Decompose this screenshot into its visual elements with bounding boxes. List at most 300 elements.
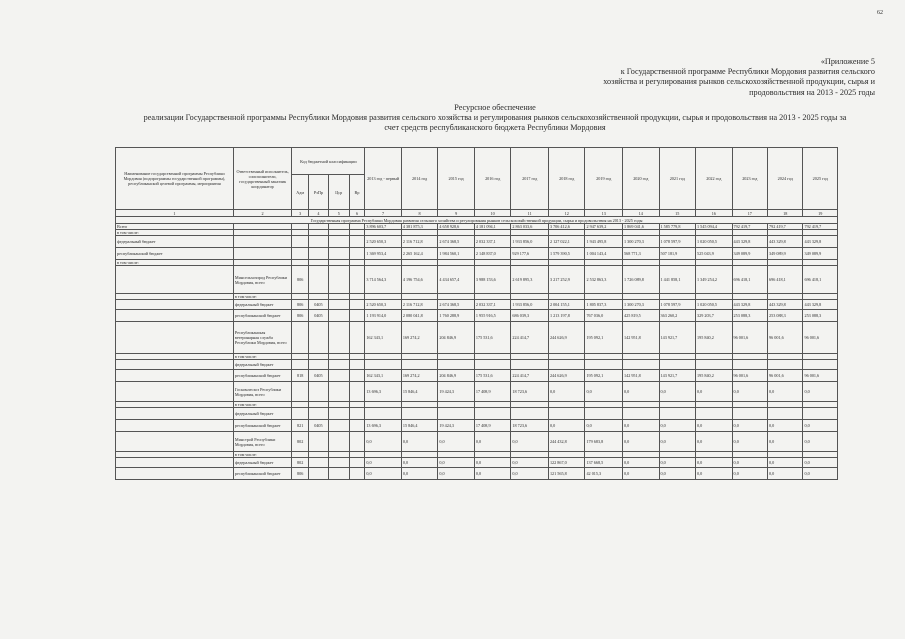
row-value-cell: 195 092,1 bbox=[585, 322, 623, 354]
row-value-cell: 1 300 270,3 bbox=[623, 236, 660, 248]
row-value-cell: 2 116 712,8 bbox=[401, 236, 438, 248]
row-value-cell: 0,0 bbox=[474, 458, 511, 468]
row-value-cell: 13 696,3 bbox=[365, 420, 402, 432]
program-title-row bbox=[116, 217, 838, 224]
row-value-cell: 96 001,6 bbox=[768, 322, 803, 354]
row-value-cell: 3 706 412,6 bbox=[548, 224, 585, 230]
row-csr-cell bbox=[328, 468, 349, 480]
column-number-cell: 8 bbox=[401, 210, 438, 217]
row-value-cell: 1 020 050,5 bbox=[696, 236, 733, 248]
row-value-cell: 96 001,6 bbox=[803, 322, 838, 354]
row-value-cell bbox=[474, 408, 511, 420]
row-value-cell bbox=[696, 360, 733, 370]
header-year-2025: 2025 год bbox=[803, 148, 838, 210]
row-value-cell: 1 579 390,5 bbox=[548, 248, 585, 260]
row-adm-cell: 806 bbox=[292, 300, 309, 310]
row-value-cell: 0,0 bbox=[696, 382, 733, 402]
row-value-cell: 1 805 837,3 bbox=[585, 300, 623, 310]
row-value-cell: 2 127 022,1 bbox=[548, 236, 585, 248]
header-executor: Ответственный исполнитель, соисполнители, государственный заказчик координатор bbox=[233, 148, 291, 210]
row-value-cell: 1 369 953,4 bbox=[365, 248, 402, 260]
row-value-cell: 0,0 bbox=[768, 458, 803, 468]
column-number-cell: 1 bbox=[116, 210, 234, 217]
row-value-cell: 1 943 495,8 bbox=[585, 236, 623, 248]
row-value-cell: 143 921,7 bbox=[659, 322, 696, 354]
row-value-cell: 1 004 143,4 bbox=[585, 248, 623, 260]
row-executor-cell: в том числе: bbox=[233, 402, 291, 408]
row-csr-cell bbox=[328, 236, 349, 248]
header-year-2014: 2014 год bbox=[401, 148, 438, 210]
row-value-cell: 425 819,5 bbox=[623, 310, 660, 322]
row-value-cell: 17 408,9 bbox=[474, 420, 511, 432]
row-executor-cell: Минстрой Республики Мордовия, всего bbox=[233, 432, 291, 452]
row-value-cell: 0,0 bbox=[659, 458, 696, 468]
row-rzpr-cell: 0405 bbox=[309, 310, 329, 322]
column-number-cell: 7 bbox=[365, 210, 402, 217]
row-value-cell: 2 520 650,3 bbox=[365, 300, 402, 310]
row-value-cell: 0,0 bbox=[365, 432, 402, 452]
row-name-cell bbox=[116, 300, 234, 310]
column-number-cell: 3 bbox=[292, 210, 309, 217]
row-value-cell: 3 217 252,9 bbox=[548, 266, 585, 294]
row-value-cell: 1 726 089,8 bbox=[623, 266, 660, 294]
row-value-cell: 696 418,1 bbox=[803, 266, 838, 294]
row-value-cell: 169 274,2 bbox=[401, 322, 438, 354]
row-vr-cell bbox=[349, 370, 365, 382]
row-value-cell: 767 036,0 bbox=[585, 310, 623, 322]
appendix-header bbox=[575, 57, 875, 98]
row-value-cell: 96 001,6 bbox=[732, 370, 767, 382]
row-adm-cell bbox=[292, 360, 309, 370]
row-value-cell: 19 424,3 bbox=[438, 382, 475, 402]
row-csr-cell bbox=[328, 300, 349, 310]
table-row bbox=[116, 408, 838, 420]
row-value-cell: 204 846,9 bbox=[438, 322, 475, 354]
header-name: Наименование государственной программы Республики Мордовия (подпрограммы государственной программы), республиканской целевой программы, мероприятия bbox=[116, 148, 234, 210]
row-value-cell: 4 196 754,6 bbox=[401, 266, 438, 294]
row-value-cell: 0,0 bbox=[732, 420, 767, 432]
page-number: 62 bbox=[877, 10, 883, 16]
table-body bbox=[116, 148, 838, 480]
row-value-cell: 0,0 bbox=[696, 420, 733, 432]
row-vr-cell bbox=[349, 248, 365, 260]
table-row bbox=[116, 236, 838, 248]
row-value-cell: 162 343,1 bbox=[365, 370, 402, 382]
row-value-cell: 363 260,2 bbox=[659, 310, 696, 322]
row-value-cell: 244 432,8 bbox=[548, 432, 585, 452]
column-number-cell: 16 bbox=[696, 210, 733, 217]
row-name-cell bbox=[116, 420, 234, 432]
row-value-cell: 2 674 368,5 bbox=[438, 236, 475, 248]
row-value-cell: 4 381 875,3 bbox=[401, 224, 438, 230]
row-executor-cell: Минсельхозпрод Республики Мордовия, всего bbox=[233, 266, 291, 294]
row-value-cell: 0,0 bbox=[696, 432, 733, 452]
row-vr-cell bbox=[349, 408, 365, 420]
row-executor-cell: республиканский бюджет bbox=[233, 468, 291, 480]
row-value-cell: 0,0 bbox=[548, 382, 585, 402]
row-rzpr-cell bbox=[309, 248, 329, 260]
row-value-cell: 0,0 bbox=[659, 468, 696, 480]
table-row bbox=[116, 432, 838, 452]
row-vr-cell bbox=[349, 468, 365, 480]
row-name-cell: в том числе: bbox=[116, 230, 234, 236]
row-value-cell: 0,0 bbox=[623, 458, 660, 468]
header-year-2020: 2020 год bbox=[623, 148, 660, 210]
row-value-cell: 443 329,8 bbox=[732, 300, 767, 310]
row-value-cell: 0,0 bbox=[696, 458, 733, 468]
column-number-cell: 6 bbox=[349, 210, 365, 217]
row-value-cell: 0,0 bbox=[732, 458, 767, 468]
row-value-cell: 507 181,9 bbox=[659, 248, 696, 260]
row-value-cell: 1 300 270,3 bbox=[623, 300, 660, 310]
row-value-cell: 1 078 597,9 bbox=[659, 300, 696, 310]
row-value-cell: 143 921,7 bbox=[659, 370, 696, 382]
row-value-cell: 162 343,1 bbox=[365, 322, 402, 354]
row-name-cell bbox=[116, 310, 234, 322]
row-value-cell: 2 863 033,6 bbox=[511, 224, 549, 230]
row-name-cell: Всего bbox=[116, 224, 234, 230]
appendix-line-4: продовольствия на 2013 - 2025 годы bbox=[749, 87, 875, 97]
row-value-cell: 0,0 bbox=[474, 432, 511, 452]
row-value-cell: 142 951,8 bbox=[623, 370, 660, 382]
row-value-cell: 96 001,6 bbox=[732, 322, 767, 354]
row-value-cell: 3 988 153,6 bbox=[474, 266, 511, 294]
row-vr-cell bbox=[349, 432, 365, 452]
row-csr-cell bbox=[328, 310, 349, 322]
row-csr-cell bbox=[328, 420, 349, 432]
program-title: Государственная программа Республики Мордовия развития сельского хозяйства и регулирования рынков сельскохозяйственной продукции, сырья и продовольствия на 2013 - 2025 годы bbox=[116, 217, 838, 224]
row-csr-cell bbox=[328, 370, 349, 382]
row-adm-cell bbox=[292, 322, 309, 354]
row-csr-cell bbox=[328, 248, 349, 260]
row-adm-cell bbox=[292, 408, 309, 420]
row-value-cell bbox=[365, 360, 402, 370]
row-name-cell bbox=[116, 468, 234, 480]
row-value-cell: 443 329,8 bbox=[768, 300, 803, 310]
row-value-cell: 696 418,1 bbox=[732, 266, 767, 294]
row-value-cell: 179 683,8 bbox=[585, 432, 623, 452]
row-value-cell bbox=[365, 408, 402, 420]
row-value-cell bbox=[511, 408, 549, 420]
row-value-cell: 0,0 bbox=[732, 382, 767, 402]
column-number-cell: 10 bbox=[474, 210, 511, 217]
row-value-cell bbox=[659, 360, 696, 370]
row-executor-cell: в том числе: bbox=[233, 354, 291, 360]
row-value-cell: 253 088,3 bbox=[732, 310, 767, 322]
row-value-cell bbox=[585, 360, 623, 370]
header-year-2016: 2016 год bbox=[474, 148, 511, 210]
row-name-cell bbox=[116, 432, 234, 452]
row-value-cell: 0,0 bbox=[511, 458, 549, 468]
row-value-cell bbox=[511, 360, 549, 370]
row-value-cell: 0,0 bbox=[768, 420, 803, 432]
row-value-cell: 13 696,3 bbox=[365, 382, 402, 402]
row-vr-cell bbox=[349, 300, 365, 310]
row-adm-cell: 802 bbox=[292, 458, 309, 468]
row-value-cell: 2 148 837,0 bbox=[474, 248, 511, 260]
row-value-cell: 17 408,9 bbox=[474, 382, 511, 402]
row-value-cell: 3 714 564,3 bbox=[365, 266, 402, 294]
row-value-cell: 0,0 bbox=[623, 420, 660, 432]
table-row bbox=[116, 370, 838, 382]
row-vr-cell bbox=[349, 322, 365, 354]
row-adm-cell: 806 bbox=[292, 310, 309, 322]
row-value-cell bbox=[548, 360, 585, 370]
row-value-cell: 0,0 bbox=[732, 468, 767, 480]
row-value-cell: 224 414,7 bbox=[511, 322, 549, 354]
row-value-cell: 142 951,8 bbox=[623, 322, 660, 354]
row-value-cell: 929 177,6 bbox=[511, 248, 549, 260]
row-executor-cell: республиканский бюджет bbox=[233, 420, 291, 432]
table-row bbox=[116, 468, 838, 480]
row-value-cell: 244 626,9 bbox=[548, 370, 585, 382]
row-value-cell: 349 089,9 bbox=[732, 248, 767, 260]
row-adm-cell: 818 bbox=[292, 370, 309, 382]
row-csr-cell bbox=[328, 458, 349, 468]
row-name-cell: в том числе: bbox=[116, 260, 234, 266]
row-value-cell: 1 933 856,0 bbox=[511, 236, 549, 248]
row-vr-cell bbox=[349, 360, 365, 370]
row-name-cell bbox=[116, 370, 234, 382]
row-value-cell bbox=[438, 360, 475, 370]
row-vr-cell bbox=[349, 382, 365, 402]
row-value-cell: 0,0 bbox=[803, 420, 838, 432]
row-csr-cell bbox=[328, 408, 349, 420]
row-value-cell: 169 274,2 bbox=[401, 370, 438, 382]
column-number-cell: 13 bbox=[585, 210, 623, 217]
column-number-cell: 5 bbox=[328, 210, 349, 217]
row-value-cell: 1 955 916,5 bbox=[474, 310, 511, 322]
row-adm-cell: 821 bbox=[292, 420, 309, 432]
row-value-cell: 1 193 914,0 bbox=[365, 310, 402, 322]
row-executor-cell: федеральный бюджет bbox=[233, 408, 291, 420]
header-code-vr: Вр bbox=[349, 175, 365, 210]
header-code-group: Код бюджетной классификации bbox=[292, 148, 365, 175]
row-value-cell: 2 532 863,3 bbox=[585, 266, 623, 294]
header-year-2017: 2017 год bbox=[511, 148, 549, 210]
row-value-cell: 0,0 bbox=[438, 468, 475, 480]
row-csr-cell bbox=[328, 382, 349, 402]
row-executor-cell: федеральный бюджет bbox=[233, 360, 291, 370]
row-value-cell bbox=[585, 408, 623, 420]
row-executor-cell: федеральный бюджет bbox=[233, 300, 291, 310]
row-value-cell: 2 004 155,1 bbox=[548, 300, 585, 310]
row-value-cell: 0,0 bbox=[438, 432, 475, 452]
row-name-cell bbox=[116, 458, 234, 468]
row-value-cell: 18 723,6 bbox=[511, 420, 549, 432]
row-value-cell bbox=[803, 360, 838, 370]
row-rzpr-cell bbox=[309, 408, 329, 420]
row-value-cell: 2 619 895,3 bbox=[511, 266, 549, 294]
row-value-cell: 792 419,7 bbox=[803, 224, 838, 230]
row-value-cell bbox=[623, 360, 660, 370]
row-value-cell: 0,0 bbox=[401, 458, 438, 468]
row-value-cell: 0,0 bbox=[659, 420, 696, 432]
row-adm-cell bbox=[292, 382, 309, 402]
row-value-cell: 1 760 288,9 bbox=[438, 310, 475, 322]
row-value-cell: 0,0 bbox=[585, 420, 623, 432]
row-value-cell: 792 419,7 bbox=[768, 224, 803, 230]
row-value-cell: 2 080 041,8 bbox=[401, 310, 438, 322]
row-executor-cell: Госкомлесхоз Республики Мордовия, всего bbox=[233, 382, 291, 402]
table-row bbox=[116, 310, 838, 322]
row-name-cell bbox=[116, 322, 234, 354]
row-value-cell: 175 531,6 bbox=[474, 322, 511, 354]
row-value-cell: 195 840,2 bbox=[696, 370, 733, 382]
row-value-cell: 0,0 bbox=[623, 432, 660, 452]
row-value-cell bbox=[438, 408, 475, 420]
appendix-line-3: хозяйства и регулирования рынков сельскохозяйственной продукции, сырья и bbox=[603, 77, 875, 87]
row-value-cell: 15 846,4 bbox=[401, 382, 438, 402]
table-row bbox=[116, 248, 838, 260]
row-value-cell: 0,0 bbox=[401, 432, 438, 452]
row-value-cell: 1 869 041,6 bbox=[623, 224, 660, 230]
row-rzpr-cell bbox=[309, 322, 329, 354]
row-rzpr-cell bbox=[309, 458, 329, 468]
row-vr-cell bbox=[349, 236, 365, 248]
row-value-cell: 2 674 368,5 bbox=[438, 300, 475, 310]
row-value-cell: 96 001,6 bbox=[768, 370, 803, 382]
row-value-cell bbox=[548, 408, 585, 420]
row-rzpr-cell: 0405 bbox=[309, 300, 329, 310]
column-number-cell: 14 bbox=[623, 210, 660, 217]
row-value-cell: 175 531,6 bbox=[474, 370, 511, 382]
row-value-cell: 1 933 856,0 bbox=[511, 300, 549, 310]
row-value-cell: 1 078 597,9 bbox=[659, 236, 696, 248]
header-year-2013: 2013 год - первый bbox=[365, 148, 402, 210]
row-name-cell bbox=[116, 266, 234, 294]
row-value-cell: 1 984 560,1 bbox=[438, 248, 475, 260]
row-value-cell: 18 723,6 bbox=[511, 382, 549, 402]
column-number-cell: 9 bbox=[438, 210, 475, 217]
row-value-cell: 96 001,6 bbox=[803, 370, 838, 382]
row-value-cell: 0,0 bbox=[659, 432, 696, 452]
row-value-cell: 0,0 bbox=[732, 432, 767, 452]
row-rzpr-cell: 0405 bbox=[309, 370, 329, 382]
row-name-cell bbox=[116, 360, 234, 370]
table-row bbox=[116, 360, 838, 370]
row-rzpr-cell bbox=[309, 360, 329, 370]
row-value-cell: 696 418,1 bbox=[768, 266, 803, 294]
row-rzpr-cell bbox=[309, 236, 329, 248]
table-row bbox=[116, 458, 838, 468]
row-value-cell: 0,0 bbox=[659, 382, 696, 402]
row-value-cell bbox=[803, 408, 838, 420]
row-adm-cell: 802 bbox=[292, 432, 309, 452]
row-value-cell: 329 203,7 bbox=[696, 310, 733, 322]
row-value-cell: 4 181 094,1 bbox=[474, 224, 511, 230]
column-number-cell: 19 bbox=[803, 210, 838, 217]
row-vr-cell bbox=[349, 420, 365, 432]
row-executor-cell: в том числе: bbox=[233, 294, 291, 300]
column-number-cell: 11 bbox=[511, 210, 549, 217]
row-value-cell: 0,0 bbox=[768, 432, 803, 452]
row-value-cell: 0,0 bbox=[511, 432, 549, 452]
column-number-cell: 15 bbox=[659, 210, 696, 217]
row-value-cell: 224 414,7 bbox=[511, 370, 549, 382]
row-executor-cell bbox=[233, 248, 291, 260]
row-csr-cell bbox=[328, 432, 349, 452]
title-line-1: Ресурсное обеспечение bbox=[454, 103, 536, 112]
row-value-cell bbox=[401, 360, 438, 370]
row-value-cell: 3 896 603,7 bbox=[365, 224, 402, 230]
table-row bbox=[116, 382, 838, 402]
row-value-cell bbox=[659, 408, 696, 420]
header-year-2018: 2018 год bbox=[548, 148, 585, 210]
row-value-cell: 195 840,2 bbox=[696, 322, 733, 354]
row-value-cell: 0,0 bbox=[768, 382, 803, 402]
row-value-cell bbox=[768, 408, 803, 420]
resource-table bbox=[115, 147, 838, 480]
header-year-2022: 2022 год bbox=[696, 148, 733, 210]
row-adm-cell: 806 bbox=[292, 266, 309, 294]
header-code-rzpr: РзПр bbox=[309, 175, 329, 210]
row-value-cell: 0,0 bbox=[548, 420, 585, 432]
row-executor-cell: в том числе: bbox=[233, 452, 291, 458]
row-value-cell: 1 213 197,8 bbox=[548, 310, 585, 322]
table-row bbox=[116, 322, 838, 354]
row-executor-cell: Республиканская ветеринарная служба Республики Мордовия, всего bbox=[233, 322, 291, 354]
row-value-cell: 686 039,3 bbox=[511, 310, 549, 322]
appendix-line-1: «Приложение 5 bbox=[820, 57, 875, 66]
row-value-cell: 2 032 337,1 bbox=[474, 300, 511, 310]
row-value-cell: 253 088,3 bbox=[803, 310, 838, 322]
row-value-cell: 253 088,3 bbox=[768, 310, 803, 322]
column-number-cell: 12 bbox=[548, 210, 585, 217]
row-value-cell: 1 349 254,2 bbox=[696, 266, 733, 294]
document-title bbox=[110, 103, 880, 134]
row-vr-cell bbox=[349, 266, 365, 294]
row-value-cell bbox=[732, 408, 767, 420]
row-value-cell: 0,0 bbox=[474, 468, 511, 480]
row-value-cell: 525 043,9 bbox=[696, 248, 733, 260]
header-row-1 bbox=[116, 148, 838, 175]
row-value-cell: 137 668,5 bbox=[585, 458, 623, 468]
row-value-cell: 19 424,3 bbox=[438, 420, 475, 432]
row-value-cell: 443 329,8 bbox=[803, 236, 838, 248]
row-name-cell: республиканский бюджет bbox=[116, 248, 234, 260]
row-value-cell: 0,0 bbox=[365, 458, 402, 468]
row-value-cell: 2 265 162,4 bbox=[401, 248, 438, 260]
row-value-cell: 121 565,8 bbox=[548, 468, 585, 480]
row-value-cell: 0,0 bbox=[438, 458, 475, 468]
column-number-cell: 17 bbox=[732, 210, 767, 217]
row-value-cell: 0,0 bbox=[585, 382, 623, 402]
header-code-csr: Цср bbox=[328, 175, 349, 210]
row-rzpr-cell bbox=[309, 382, 329, 402]
row-value-cell: 443 329,8 bbox=[803, 300, 838, 310]
table-row bbox=[116, 266, 838, 294]
row-value-cell: 1 441 858,1 bbox=[659, 266, 696, 294]
row-value-cell: 1 020 050,5 bbox=[696, 300, 733, 310]
column-number-row bbox=[116, 210, 838, 217]
row-adm-cell: 806 bbox=[292, 468, 309, 480]
table-row bbox=[116, 300, 838, 310]
row-rzpr-cell: 0405 bbox=[309, 420, 329, 432]
row-value-cell: 0,0 bbox=[696, 468, 733, 480]
column-number-cell: 4 bbox=[309, 210, 329, 217]
row-value-cell bbox=[623, 408, 660, 420]
row-executor-cell: республиканский бюджет bbox=[233, 310, 291, 322]
row-value-cell: 443 329,8 bbox=[768, 236, 803, 248]
row-value-cell: 15 846,4 bbox=[401, 420, 438, 432]
row-value-cell: 204 846,9 bbox=[438, 370, 475, 382]
row-value-cell: 4 658 928,6 bbox=[438, 224, 475, 230]
row-value-cell: 195 092,1 bbox=[585, 370, 623, 382]
row-value-cell: 2 032 337,1 bbox=[474, 236, 511, 248]
row-executor-cell: республиканский бюджет bbox=[233, 370, 291, 382]
row-csr-cell bbox=[328, 266, 349, 294]
